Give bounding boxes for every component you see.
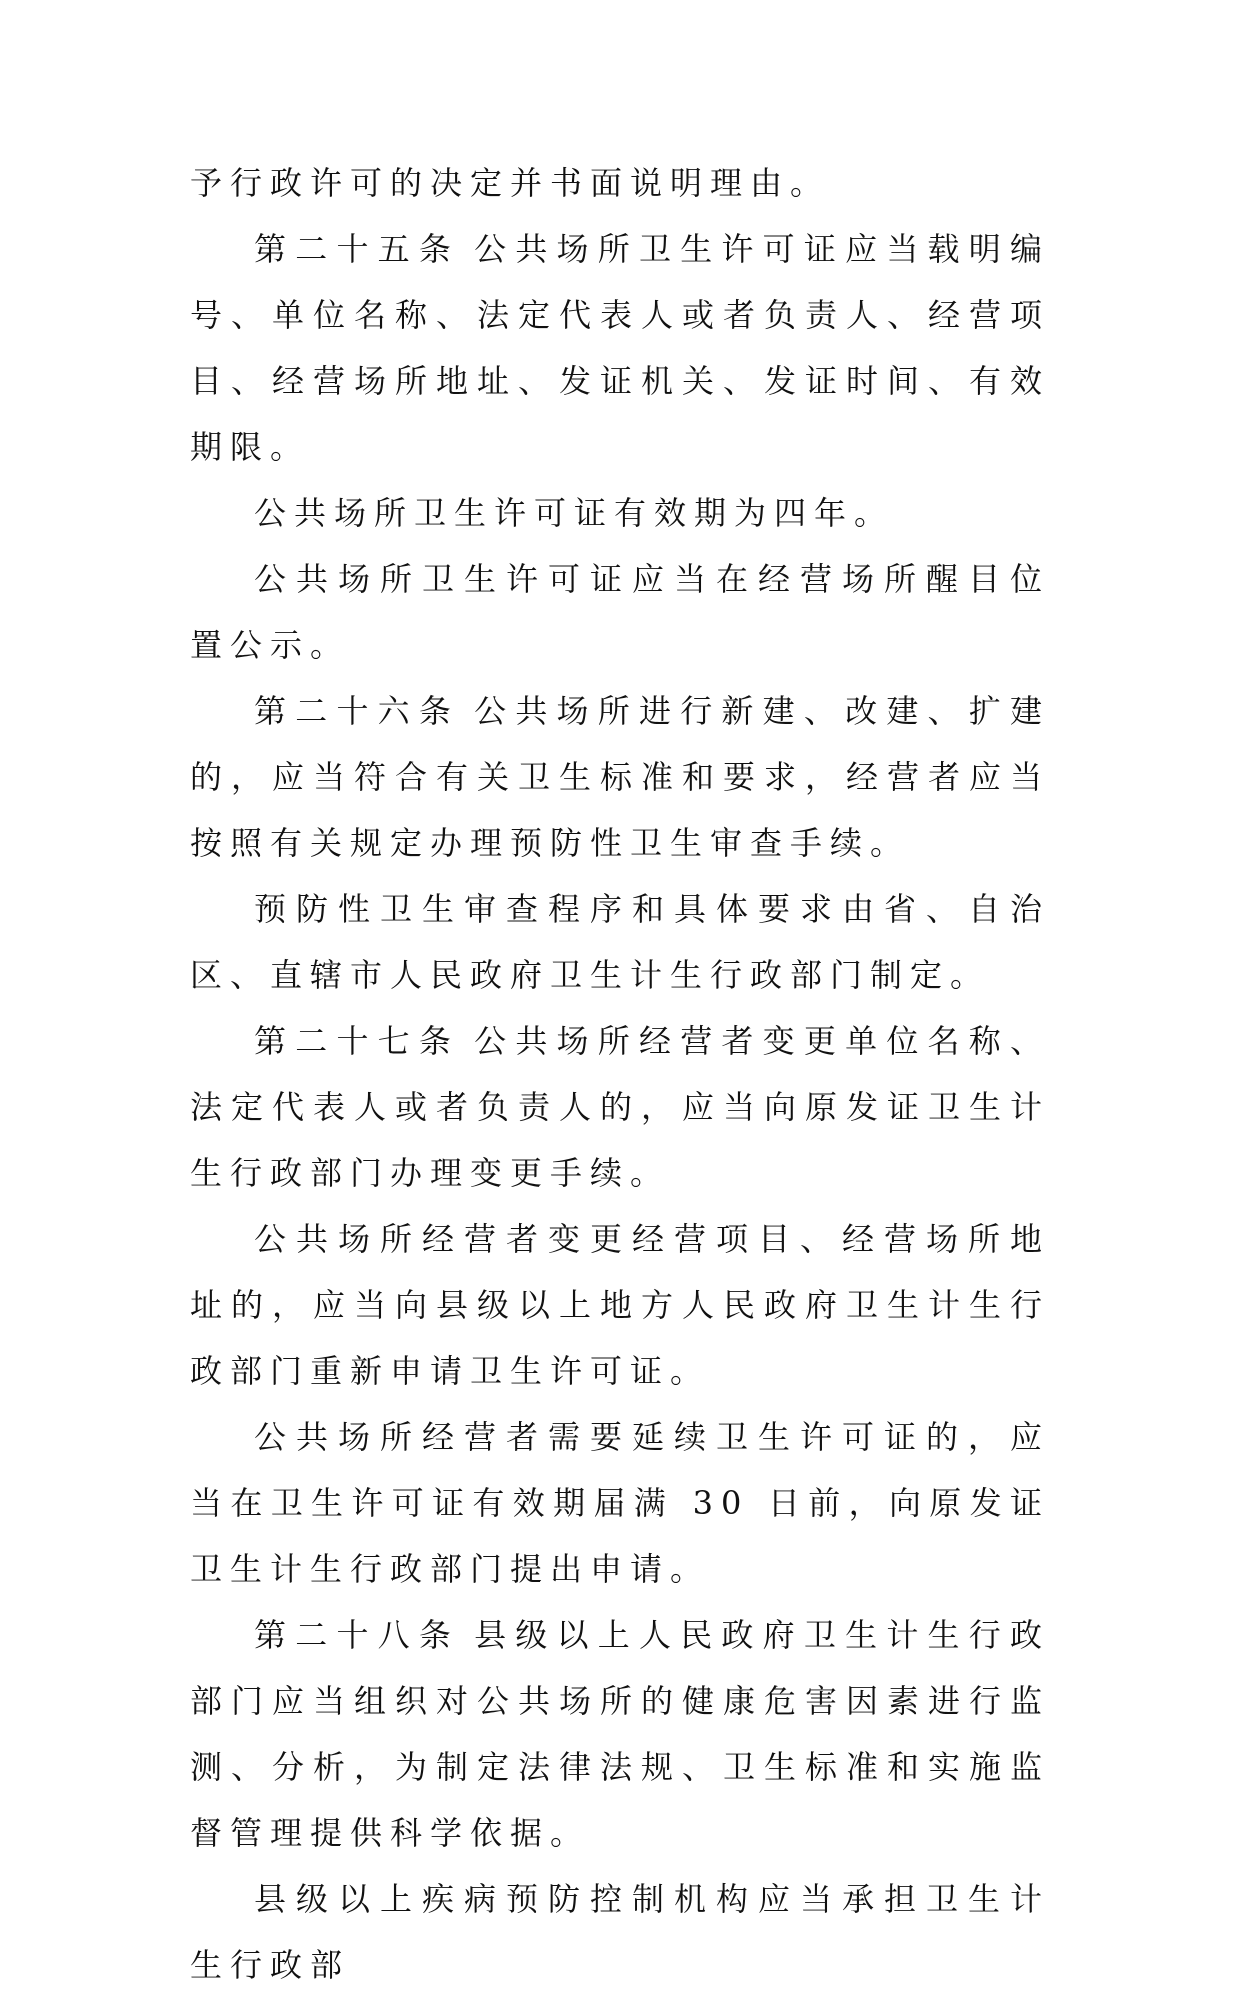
document-body xyxy=(190,150,1050,1998)
paragraph-text: 公共场所卫生许可证应当在经营场所醒目位置公示。 xyxy=(190,560,1050,664)
article-heading: 第二十六条 xyxy=(254,692,461,730)
article-heading: 第二十七条 xyxy=(254,1022,461,1060)
paragraph-continuation xyxy=(190,150,1050,216)
paragraph-renewal xyxy=(190,1404,1050,1602)
paragraph-text: 公共场所经营者变更经营项目、经营场所地址的，应当向县级以上地方人民政府卫生计生行政部门重新申请卫生许可证。 xyxy=(190,1220,1050,1390)
paragraph-public-display xyxy=(190,546,1050,678)
paragraph-article-25 xyxy=(190,216,1050,480)
paragraph-validity-period xyxy=(190,480,1050,546)
paragraph-cdc xyxy=(190,1866,1050,1998)
paragraph-text: 公共场所经营者需要延续卫生许可证的，应当在卫生许可证有效期届满 30 日前，向原发证卫生计生行政部门提出申请。 xyxy=(190,1418,1050,1588)
paragraph-article-27 xyxy=(190,1008,1050,1206)
paragraph-text: 县级以上人民政府卫生计生行政部门应当组织对公共场所的健康危害因素进行监测、分析，为制定法律法规、卫生标准和实施监督管理提供科学依据。 xyxy=(190,1616,1050,1852)
paragraph-text: 公共场所经营者变更单位名称、法定代表人或者负责人的，应当向原发证卫生计生行政部门办理变更手续。 xyxy=(190,1022,1050,1192)
paragraph-text: 公共场所进行新建、改建、扩建的，应当符合有关卫生标准和要求，经营者应当按照有关规定办理预防性卫生审查手续。 xyxy=(190,692,1050,862)
paragraph-article-28 xyxy=(190,1602,1050,1866)
paragraph-text: 预防性卫生审查程序和具体要求由省、自治区、直辖市人民政府卫生计生行政部门制定。 xyxy=(190,890,1050,994)
paragraph-text: 县级以上疾病预防控制机构应当承担卫生计生行政部 xyxy=(190,1880,1050,1984)
article-heading: 第二十五条 xyxy=(254,230,461,268)
paragraph-text: 公共场所卫生许可证有效期为四年。 xyxy=(254,494,895,532)
paragraph-text: 予行政许可的决定并书面说明理由。 xyxy=(190,164,831,202)
paragraph-article-26 xyxy=(190,678,1050,876)
article-heading: 第二十八条 xyxy=(254,1616,461,1654)
paragraph-review-procedure xyxy=(190,876,1050,1008)
paragraph-change-project xyxy=(190,1206,1050,1404)
paragraph-text: 公共场所卫生许可证应当载明编号、单位名称、法定代表人或者负责人、经营项目、经营场所地址、发证机关、发证时间、有效期限。 xyxy=(190,230,1050,466)
